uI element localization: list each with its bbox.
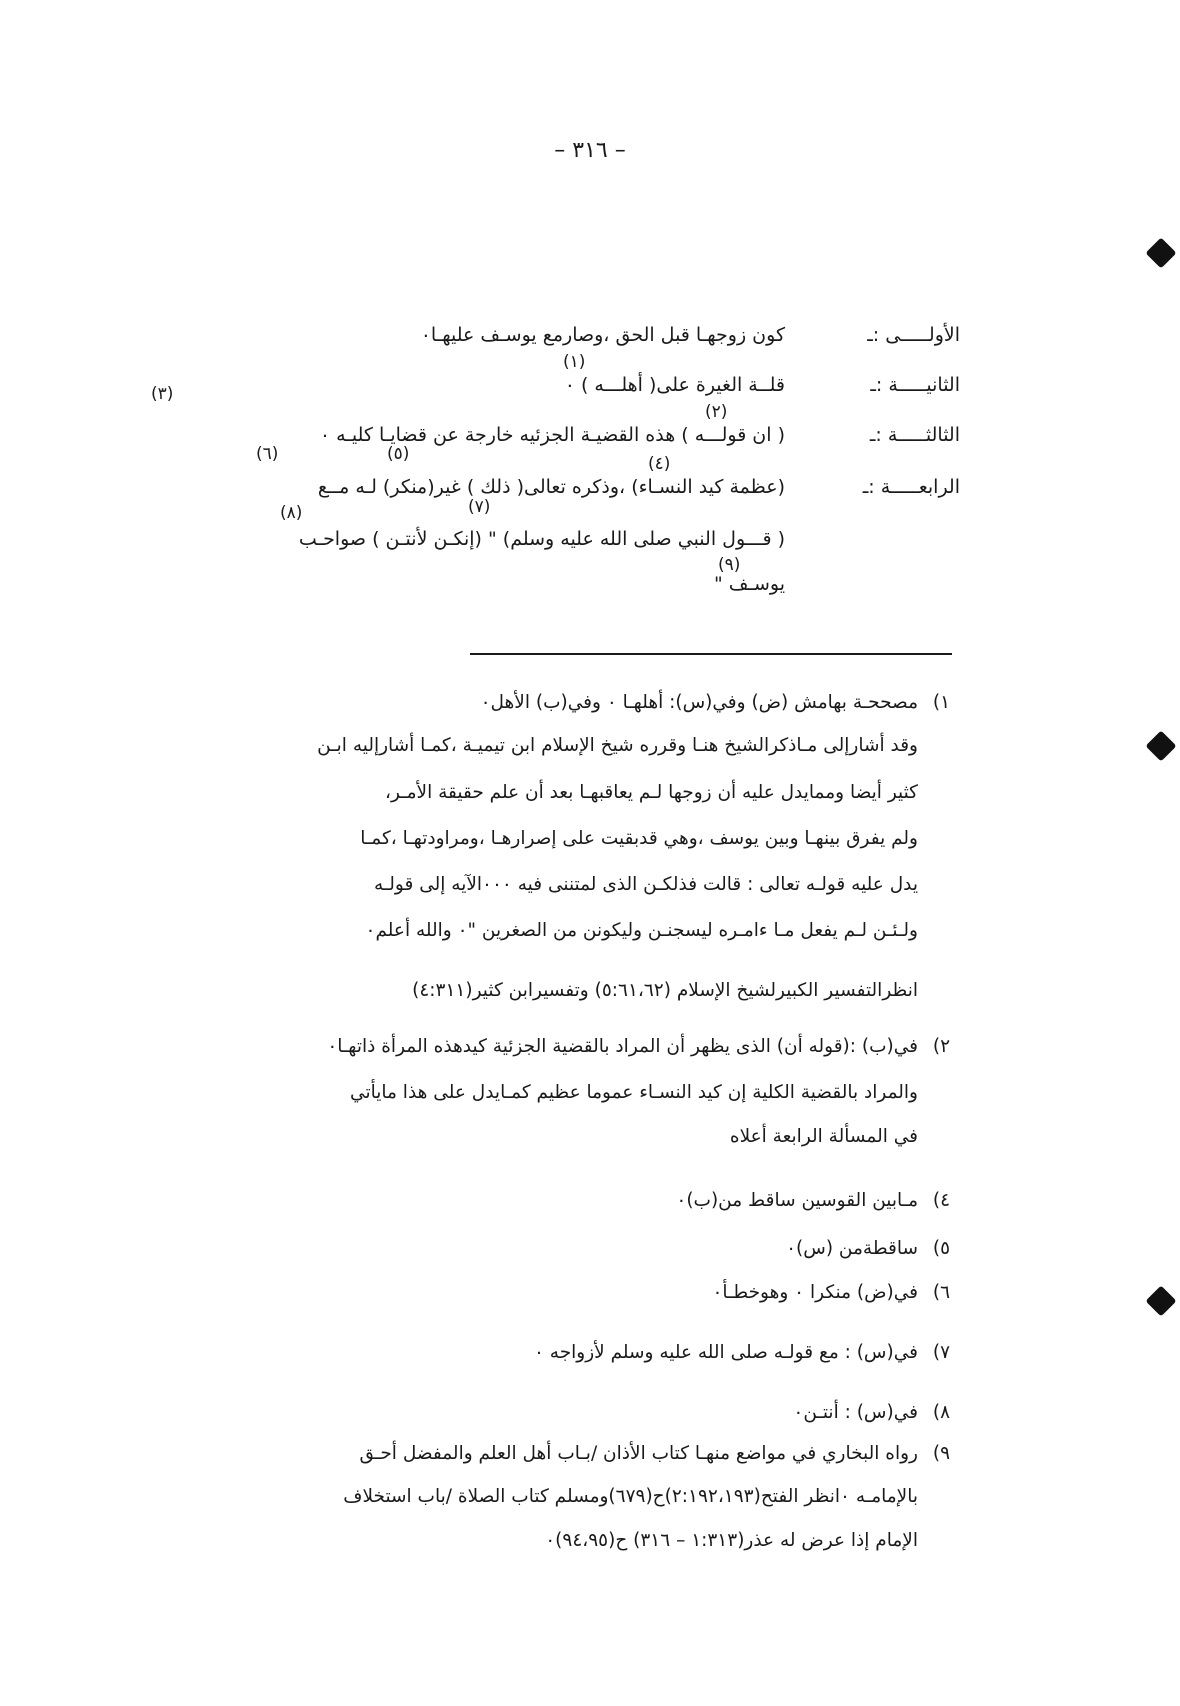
point-first	[100, 324, 960, 346]
point-text: (عظمة كيد النسـاء) ،وذكره تعالى( ذلك ) غير(منكر) لـه مــع	[317, 476, 785, 498]
footnote-number: ٩)	[932, 1443, 950, 1464]
point-third	[100, 424, 960, 446]
point-label: الأولـــــى :ـ	[867, 324, 960, 346]
footnote-line: وقد أشارإلى مـاذكرالشيخ هنـا وقرره شيخ الإسلام ابن تيميـة ،كمـا أشارإليه ابـن	[317, 735, 918, 756]
footnote-ref-mark: (٣)	[151, 384, 174, 404]
punch-hole-mark	[1145, 1285, 1176, 1316]
footnote-text: في(ض) منكرا ٠ وهوخطـأ٠	[712, 1282, 918, 1303]
footnote-ref-mark: (٧)	[468, 497, 491, 517]
point-label: الثالثـــــة :ـ	[869, 424, 960, 446]
footnote-8	[70, 1402, 950, 1423]
footnote-ref-mark: (٥)	[387, 444, 410, 464]
footnote-line: ولـئـن لـم يفعل مـا ءامـره ليسجنـن وليكونن من الصغرين "٠ والله أعلم٠	[365, 920, 918, 941]
footnote-line: كثير أيضا وممايدل عليه أن زوجها لـم يعاقبهـا بعد أن علم حقيقة الأمـر،	[385, 782, 918, 803]
page-number: – ٣١٦ –	[554, 138, 626, 163]
footnote-text: في(س) : أنتـن٠	[793, 1402, 918, 1423]
footnote-line: انظرالتفسير الكبيرلشيخ الإسلام (٥:٦١،٦٢) وتفسيرابن كثير(٤:٣١١)	[412, 980, 918, 1001]
point-label: الثانيـــــة :ـ	[870, 374, 960, 396]
footnote-number: ٦)	[932, 1282, 950, 1303]
footnote-ref-mark: (٢)	[705, 402, 728, 422]
footnote-5	[70, 1238, 950, 1259]
point-fourth	[100, 476, 960, 498]
footnote-number: ٨)	[932, 1402, 950, 1423]
footnote-line: الإمام إذا عرض له عذر(١:٣١٣ – ٣١٦) ح(٩٤،٩٥)٠	[545, 1530, 918, 1551]
punch-hole-mark	[1145, 730, 1176, 761]
footnote-line: بالإمامـه ٠انظر الفتح(٢:١٩٢،١٩٣)ح(٦٧٩)ومسلم كتاب الصلاة /باب استخلاف	[343, 1486, 918, 1507]
footnote-ref-mark: (٩)	[718, 555, 741, 575]
footnote-number: ١)	[932, 692, 950, 713]
footnote-1	[70, 692, 950, 713]
footnote-line: في المسألة الرابعة أعلاه	[729, 1126, 918, 1147]
point-text: ( ان قولـــه ) هذه القضيـة الجزئيه خارجة عن قضايـا كليـه ٠	[319, 424, 785, 446]
footnote-divider	[470, 653, 952, 655]
footnote-line: ولم يفرق بينهـا وبين يوسف ،وهي قدبقيت على إصرارهـا ،ومراودتهـا ،كمـا	[360, 828, 918, 849]
footnote-number: ٤)	[932, 1190, 950, 1211]
footnote-number: ٥)	[932, 1238, 950, 1259]
footnote-line: يدل عليه قولـه تعالى : قالت فذلكـن الذى لمتننى فيه ٠٠٠الآيه إلى قولـه	[373, 874, 918, 895]
footnote-text: رواه البخاري في مواضع منهـا كتاب الأذان /بـاب أهل العلم والمفضل أحـق	[359, 1443, 918, 1464]
point-continuation: يوسـف "	[713, 573, 785, 595]
footnote-ref-mark: (٨)	[280, 503, 303, 523]
footnote-ref-mark: (٤)	[648, 454, 671, 474]
footnote-4	[70, 1190, 950, 1211]
point-second	[100, 374, 960, 396]
point-continuation: ( قـــول النبي صلى الله عليه وسلم) " (إنكـن لأنتـن ) صواحـب	[298, 528, 785, 550]
footnote-text: مـابين القوسين ساقط من(ب)٠	[676, 1190, 918, 1211]
footnote-text: مصححـة بهامش (ض) وفي(س): أهلهـا ٠ وفي(ب) الأهل٠	[480, 692, 918, 713]
footnote-text: ساقطةمن (س)٠	[786, 1238, 918, 1259]
footnote-6	[70, 1282, 950, 1303]
footnote-ref-mark: (٦)	[256, 444, 279, 464]
footnote-7	[70, 1342, 950, 1363]
point-label: الرابعـــــة :ـ	[862, 476, 960, 498]
footnote-text: في(ب) :(قوله أن) الذى يظهر أن المراد بالقضية الجزئية كيدهذه المرأة ذاتهـا٠	[327, 1036, 918, 1057]
punch-hole-mark	[1145, 237, 1176, 268]
footnote-text: في(س) : مع قولـه صلى الله عليه وسلم لأزواجه ٠	[533, 1342, 918, 1363]
footnote-9	[70, 1443, 950, 1464]
footnote-number: ٢)	[932, 1036, 950, 1057]
footnote-line: والمراد بالقضية الكلية إن كيد النسـاء عموما عظيم كمـايدل على هذا مايأتي	[350, 1082, 918, 1103]
footnote-ref-mark: (١)	[563, 352, 586, 372]
footnote-number: ٧)	[932, 1342, 950, 1363]
point-text: قلــة الغيرة على( أهلـــه ) ٠	[564, 374, 785, 396]
footnote-2	[70, 1036, 950, 1057]
point-text: كون زوجهـا قبل الحق ،وصارمع يوسـف عليهـا٠	[420, 324, 785, 346]
